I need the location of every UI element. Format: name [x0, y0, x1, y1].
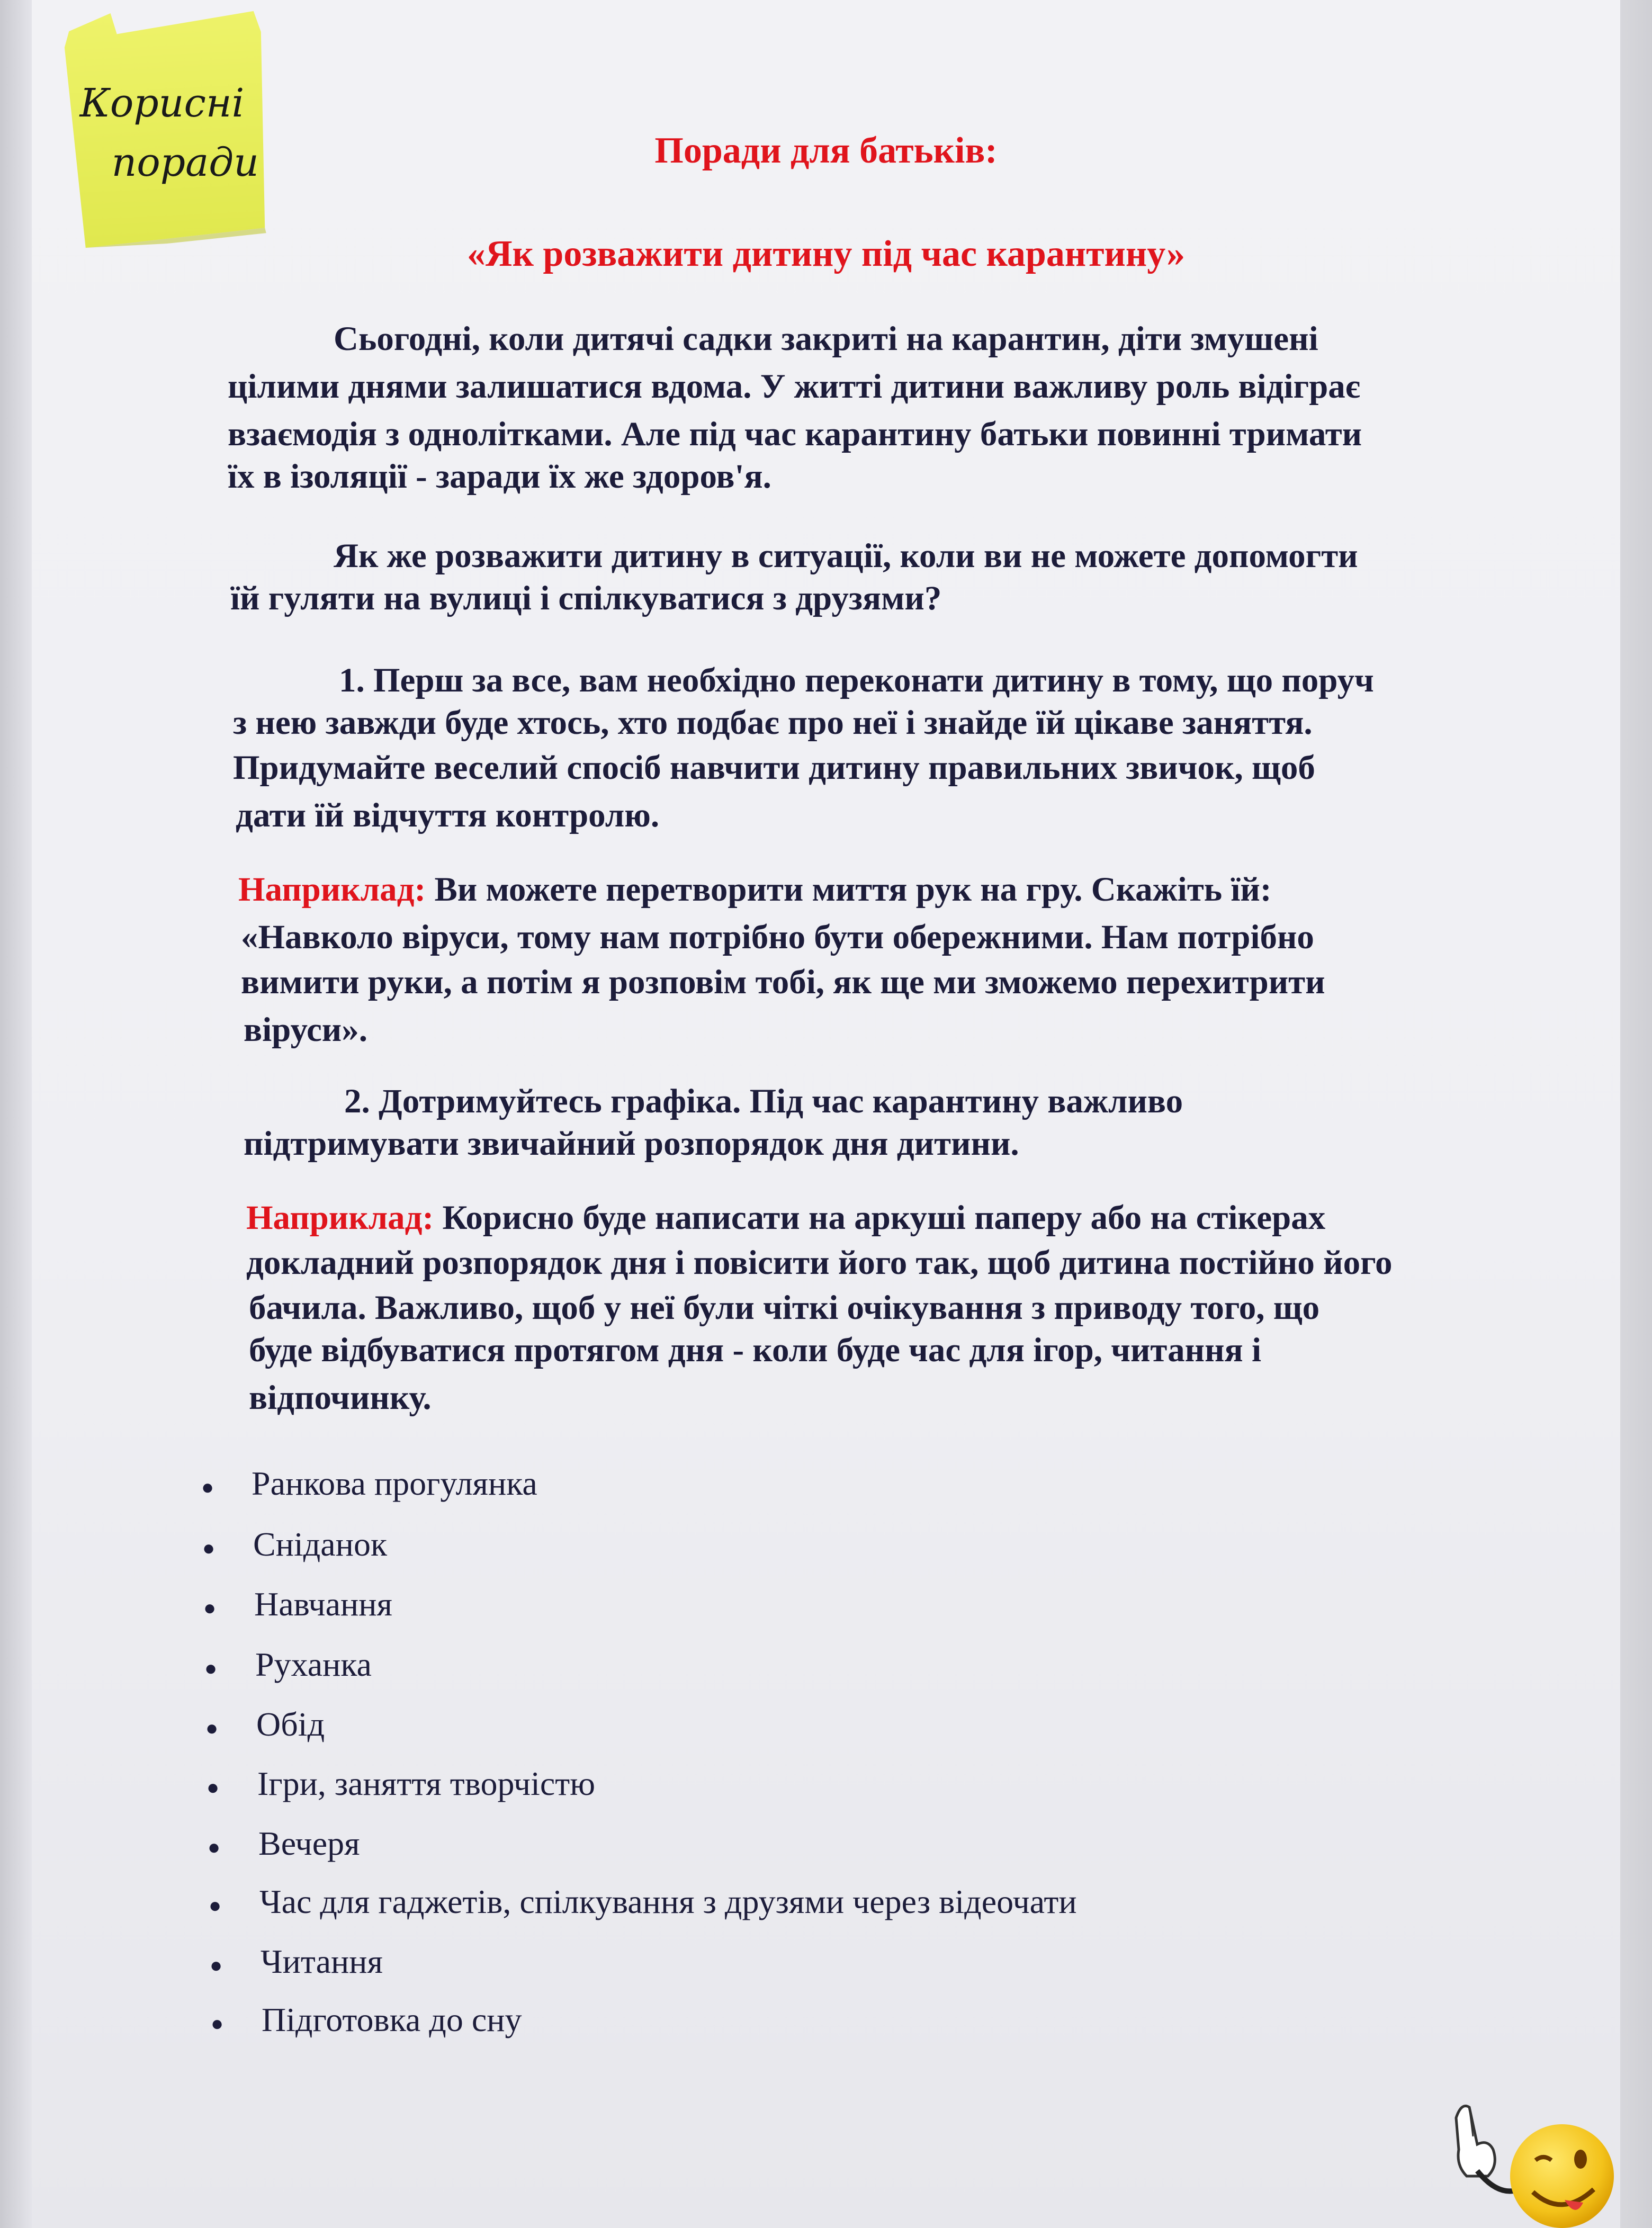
- list-item-label: Обід: [256, 1705, 325, 1743]
- list-item-label: Підготовка до сну: [262, 2001, 522, 2038]
- page-title: Поради для батьків:: [654, 130, 998, 171]
- p2-line-2: їй гуляти на вулиці і спілкуватися з друзями?: [230, 579, 942, 617]
- bullet-icon: ●: [211, 2011, 224, 2035]
- example1-line-1: [238, 868, 1272, 911]
- p4-line-1: 2. Дотримуйтесь графіка. Під час карантину важливо: [344, 1082, 1183, 1120]
- bullet-icon: ●: [201, 1475, 214, 1499]
- list-item-label: Вечеря: [258, 1825, 360, 1862]
- list-item-label: Ігри, заняття творчістю: [257, 1765, 596, 1802]
- example1-line-2: «Навколо віруси, тому нам потрібно бути обережними. Нам потрібно: [241, 918, 1314, 956]
- example2-line-3: бачила. Важливо, щоб у неї були чіткі очікування з приводу того, що: [249, 1289, 1320, 1327]
- bullet-icon: ●: [209, 1893, 222, 1917]
- p3-line-1: 1. Перш за все, вам необхідно переконати дитину в тому, що поруч: [339, 661, 1374, 699]
- bullet-icon: ●: [208, 1835, 221, 1859]
- example1-line-4: віруси».: [244, 1011, 368, 1049]
- list-item-label: Навчання: [254, 1585, 392, 1623]
- p4-line-2: підтримувати звичайний розпорядок дня дитини.: [244, 1125, 1019, 1163]
- bullet-icon: ●: [204, 1656, 218, 1680]
- bullet-icon: ●: [205, 1716, 219, 1740]
- p1-line-2: цілими днями залишатися вдома. У житті дитини важливу роль відіграє: [228, 367, 1360, 406]
- sticky-note-line2: поради: [111, 139, 259, 185]
- list-item-label: Сніданок: [253, 1525, 388, 1563]
- example2-text-1: Корисно буде написати на аркуші паперу або на стікерах: [434, 1199, 1326, 1237]
- bullet-icon: ●: [206, 1775, 220, 1799]
- list-item-label: Читання: [261, 1943, 383, 1980]
- example2-line-2: докладний розпорядок дня і повісити його так, щоб дитина постійно його: [246, 1244, 1393, 1282]
- example2-line-1: [246, 1197, 1325, 1239]
- example2-label: Наприклад:: [246, 1199, 434, 1237]
- list-item-label: Ранкова прогулянка: [252, 1465, 537, 1502]
- winking-smiley-icon: [1440, 2097, 1620, 2228]
- example2-line-4: буде відбуватися протягом дня - коли буде час для ігор, читання і: [249, 1331, 1262, 1369]
- list-item-label: Руханка: [255, 1646, 372, 1683]
- example1-label: Наприклад:: [238, 870, 426, 909]
- p2-line-1: Як же розважити дитину в ситуації, коли ви не можете допомогти: [334, 537, 1358, 575]
- bullet-icon: ●: [202, 1536, 216, 1560]
- bullet-icon: ●: [203, 1596, 217, 1620]
- example1-line-3: вимити руки, а потім я розповім тобі, як ще ми зможемо перехитрити: [241, 963, 1325, 1001]
- sticky-note-line1: Корисні: [79, 80, 245, 126]
- p1-line-1: Сьогодні, коли дитячі садки закриті на карантин, діти змушені: [334, 320, 1318, 358]
- page-subtitle: «Як розважити дитину під час карантину»: [467, 233, 1185, 274]
- p3-line-2: з нею завжди буде хтось, хто подбає про неї і знайде їй цікаве заняття.: [233, 704, 1313, 742]
- p1-line-4: їх в ізоляції - заради їх же здоров'я.: [228, 457, 771, 496]
- p3-line-3: Придумайте веселий спосіб навчити дитину правильних звичок, щоб: [233, 749, 1315, 787]
- bullet-icon: ●: [210, 1953, 223, 1977]
- list-item-label: Час для гаджетів, спілкування з друзями через відеочати: [259, 1883, 1077, 1920]
- example1-text-1: Ви можете перетворити миття рук на гру. Скажіть їй:: [426, 870, 1272, 909]
- p1-line-3: взаємодія з однолітками. Але під час карантину батьки повинні тримати: [228, 415, 1362, 453]
- example2-line-5: відпочинку.: [249, 1379, 432, 1417]
- p3-line-4: дати їй відчуття контролю.: [236, 796, 660, 834]
- sticky-note: [52, 5, 276, 249]
